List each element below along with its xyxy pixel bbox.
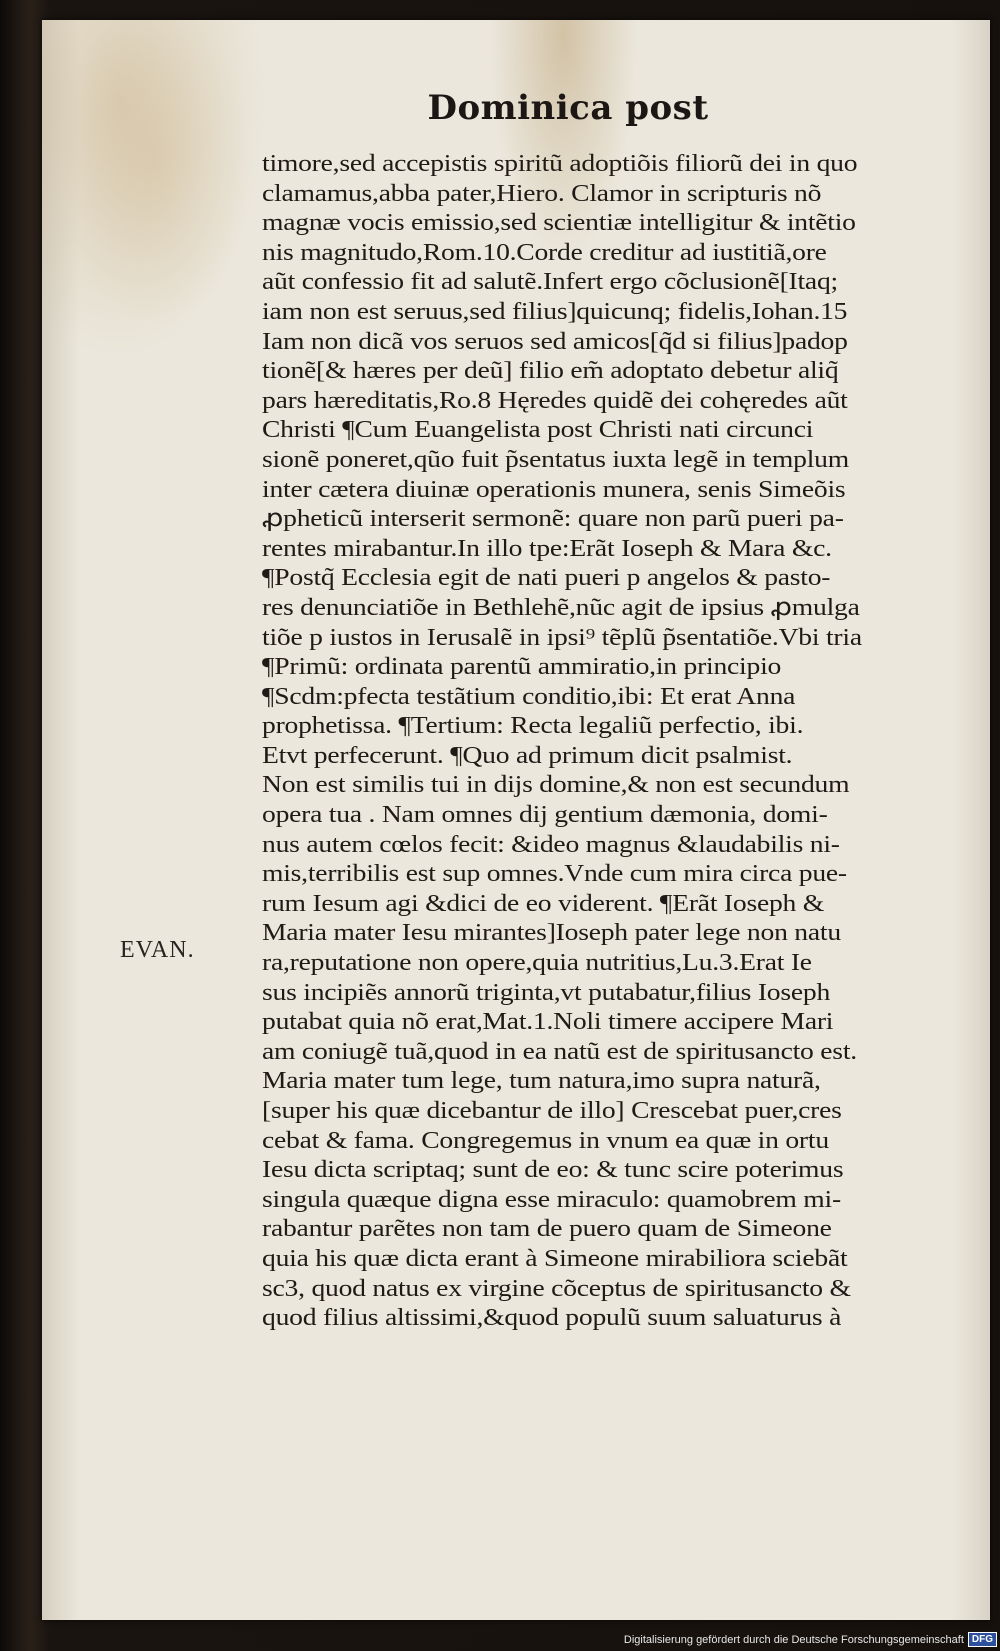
text-line: sc3, quod natus ex virgine cõceptus de spiritusancto & <box>262 1275 851 1302</box>
text-line: ¶Scdm:pfecta testãtium conditio,ibi: Et erat Anna <box>262 683 796 710</box>
credit-text: Digitalisierung gefördert durch die Deutsche Forschungsgemeinschaft <box>623 1633 964 1646</box>
text-line: am coniugẽ tuã,quod in ea natũ est de spiritusancto est. <box>262 1038 857 1065</box>
text-line: sus incipiẽs annorũ triginta,vt putabatur,filius Ioseph <box>262 979 831 1006</box>
text-line: ꝓpheticũ interserit sermonẽ: quare non parũ pueri pa- <box>262 506 844 533</box>
text-line: Non est similis tui in dijs domine,& non est secundum <box>262 772 850 799</box>
text-line: nus autem cœlos fecit: &ideo magnus &laudabilis ni- <box>262 831 840 858</box>
text-line: timore,sed accepistis spiritũ adoptiõis filiorũ dei in quo <box>262 151 858 177</box>
text-line: tiõe p iustos in Ierusalẽ in ipsi⁹ tẽplũ p̃sentatiõe.Vbi tria <box>262 624 862 651</box>
text-line: cebat & fama. Congregemus in vnum ea quæ in ortu <box>262 1127 829 1154</box>
text-line: quia his quæ dicta erant à Simeone mirabiliora sciebãt <box>262 1245 848 1272</box>
text-line: singula quæque digna esse miraculo: quamobrem mi- <box>262 1186 841 1213</box>
text-line: aũt confessio fit ad salutẽ.Infert ergo cõclusionẽ[Itaq; <box>262 269 838 296</box>
text-line: prophetissa. ¶Tertium: Recta legaliũ perfectio, ibi. <box>262 713 804 740</box>
body-text <box>262 150 922 1334</box>
text-line: [super his quæ dicebantur de illo] Crescebat puer,cres <box>262 1098 842 1124</box>
text-line: sionẽ poneret,qũo fuit p̃sentatus iuxta legẽ in templum <box>262 446 850 473</box>
text-line: Etvt perfecerunt. ¶Quo ad primum dicit psalmist. <box>262 742 793 769</box>
text-line: ¶Primũ: ordinata parentũ ammiratio,in principio <box>262 654 782 681</box>
text-line: inter cætera diuinæ operationis munera, senis Simeõis <box>262 476 846 503</box>
text-line: quod filius altissimi,&quod populũ suum saluaturus à <box>262 1305 842 1332</box>
text-line: tionẽ[& hæres per deũ] filio em̃ adoptato debetur aliq̃ <box>262 358 839 385</box>
running-head <box>0 88 1000 128</box>
text-line: nis magnitudo,Rom.10.Corde creditur ad iustitiã,ore <box>262 239 827 266</box>
text-line: ¶Postq̃ Ecclesia egit de nati pueri p angelos & pasto- <box>262 565 831 592</box>
text-line: rentes mirabantur.In illo tpe:Erãt Ioseph & Mara &c. <box>262 535 832 562</box>
text-line: Maria mater Iesu mirantes]Ioseph pater lege non natu <box>262 920 841 947</box>
text-line: res denunciatiõe in Bethlehẽ,nũc agit de ipsius ꝓmulga <box>262 594 860 621</box>
text-line: Christi ¶Cum Euangelista post Christi nati circunci <box>262 417 814 444</box>
text-line: Iam non dicã vos seruos sed amicos[q̃d si filius]padop <box>262 328 848 355</box>
text-line: pars hæreditatis,Ro.8 Hęredes quidẽ dei cohęredes aũt <box>262 387 848 414</box>
digitization-credit <box>624 1631 997 1648</box>
text-line: putabat quia nõ erat,Mat.1.Noli timere accipere Mari <box>262 1009 834 1036</box>
text-line: magnæ vocis emissio,sed scientiæ intelligitur & intẽtio <box>262 210 856 237</box>
text-line: mis,terribilis est sup omnes.Vnde cum mira circa pue- <box>262 861 847 888</box>
text-line: iam non est seruus,sed filius]quicunq; fidelis,Iohan.15 <box>262 298 848 325</box>
marginal-note: EVAN. <box>120 937 195 963</box>
text-line: rum Iesum agi &dici de eo viderent. ¶Erãt Ioseph & <box>262 890 825 917</box>
text-line: opera tua . Nam omnes dĳ gentium dæmonia, domi- <box>262 802 828 829</box>
dfg-logo: DFG <box>968 1632 997 1647</box>
text-line: ra,reputatione non opere,quia nutritius,Lu.3.Erat Ie <box>262 950 812 977</box>
text-line: Maria mater tum lege, tum natura,imo supra naturã, <box>262 1068 821 1095</box>
text-line: Iesu dicta scriptaq; sunt de eo: & tunc scire poterimus <box>262 1157 844 1184</box>
running-head-text: Dominica post <box>427 88 709 128</box>
text-line: rabantur parẽtes non tam de puero quam de Simeone <box>262 1216 832 1243</box>
text-line: clamamus,abba pater,Hiero. Clamor in scripturis nõ <box>262 180 822 207</box>
